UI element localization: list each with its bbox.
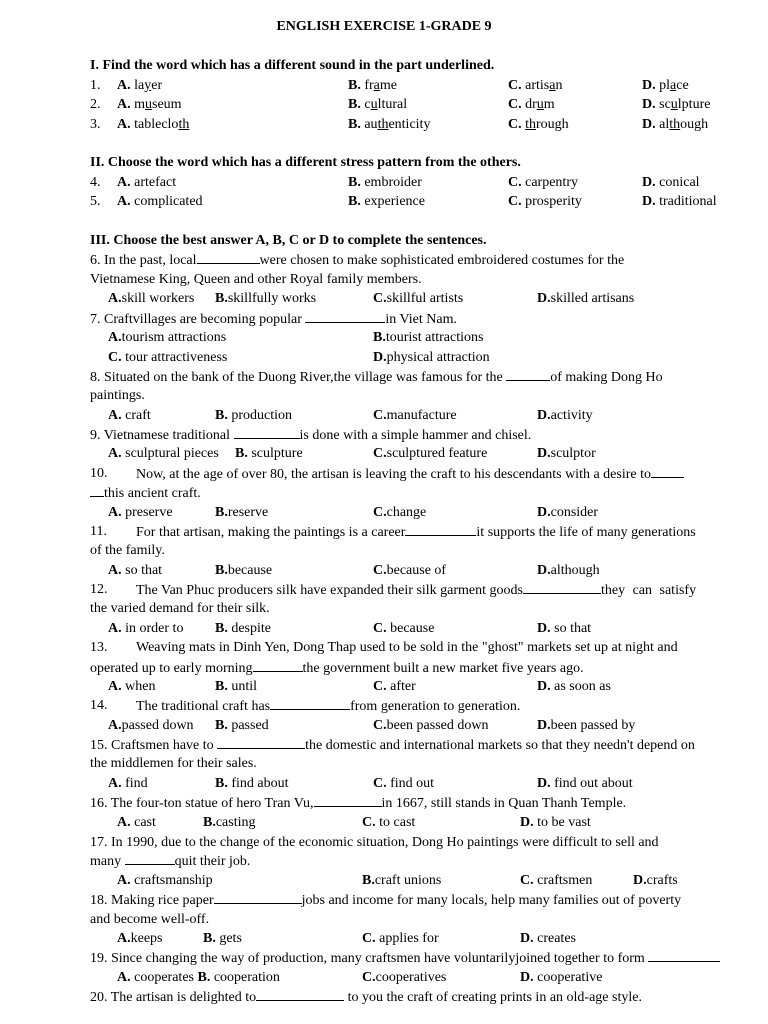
option-a: A. find — [108, 776, 148, 791]
question-number: 11. — [90, 524, 107, 539]
page-title: ENGLISH EXERCISE 1-GRADE 9 — [276, 19, 492, 34]
option-c: C. prosperity — [508, 194, 582, 209]
option-d: D.skilled artisans — [537, 291, 635, 306]
option-b: B. passed — [215, 718, 269, 733]
answer-blank — [253, 659, 303, 672]
option-c: C. because — [373, 621, 435, 636]
option-d: D. sculpture — [642, 97, 711, 112]
answer-blank — [256, 988, 344, 1001]
question-number: 13. — [90, 640, 108, 655]
option-a: A. in order to — [108, 621, 184, 636]
option-a: A. tablecloth — [117, 117, 190, 132]
question-11-line-2: of the family. — [90, 543, 165, 558]
option-d: D. creates — [520, 931, 576, 946]
answer-blank — [523, 581, 601, 594]
option-c: C. after — [373, 679, 416, 694]
question-18-line-1: 18. Making rice paper jobs and income for many locals, help many families out of poverty — [90, 893, 682, 908]
question-18-line-2: and become well-off. — [90, 912, 210, 927]
question-7: 7. Craftvillages are becoming popular in Viet Nam. — [90, 312, 457, 327]
question-8-line-2: paintings. — [90, 388, 145, 403]
option-b: B. authenticity — [348, 117, 431, 132]
section-2-heading: II. Choose the word which has a different stress pattern from the others. — [90, 155, 521, 170]
option-b: B.casting — [203, 815, 256, 830]
question-15-line-2: the middlemen for their sales. — [90, 756, 257, 771]
question-10-line-1: Now, at the age of over 80, the artisan is leaving the craft to his descendants with a desire to — [136, 465, 684, 484]
option-a: A.keeps — [117, 931, 163, 946]
answer-blank — [506, 368, 550, 381]
option-b: B.reserve — [215, 505, 269, 520]
question-8-line-1: 8. Situated on the bank of the Duong River,the village was famous for the of making Dong Ho — [90, 370, 663, 385]
option-c: C. through — [508, 117, 569, 132]
option-b: B.craft unions — [362, 873, 442, 888]
question-11-line-1: For that artisan, making the paintings is a career it supports the life of many generations — [136, 525, 696, 540]
option-d: D. find out about — [537, 776, 633, 791]
option-c: C.because of — [373, 563, 447, 578]
option-c: C. to cast — [362, 815, 416, 830]
question-6-line-1: 6. In the past, local were chosen to make sophisticated embroidered costumes for the — [90, 253, 625, 268]
question-number: 3. — [90, 117, 101, 132]
question-14: The traditional craft has from generation to generation. — [136, 699, 521, 714]
option-a: A. so that — [108, 563, 163, 578]
option-d: D.although — [537, 563, 600, 578]
question-13-line-1: Weaving mats in Dinh Yen, Dong Thap used to be sold in the "ghost" markets set up at night and — [136, 640, 678, 655]
option-b: B. find about — [215, 776, 289, 791]
option-b: B.skillfully works — [215, 291, 317, 306]
option-d: D.activity — [537, 408, 593, 423]
option-d: D. to be vast — [520, 815, 591, 830]
option-a: A. artefact — [117, 175, 177, 190]
option-d: D. so that — [537, 621, 592, 636]
option-c: C.skillful artists — [373, 291, 464, 306]
question-number: 14. — [90, 698, 108, 713]
question-19: 19. Since changing the way of production, many craftsmen have voluntarilyjoined together to form — [90, 949, 720, 968]
question-17-line-2: many quit their job. — [90, 854, 251, 869]
option-b: B. cultural — [348, 97, 408, 112]
answer-blank — [214, 891, 302, 904]
option-c: C.manufacture — [373, 408, 457, 423]
answer-blank — [305, 310, 385, 323]
question-16: 16. The four-ton statue of hero Tran Vu, in 1667, still stands in Quan Thanh Temple. — [90, 796, 627, 811]
option-d: D.crafts — [633, 873, 678, 888]
question-12-line-1: The Van Phuc producers silk have expanded their silk garment goods they can satisfy — [136, 583, 697, 598]
answer-blank — [217, 736, 305, 749]
option-d: D.sculptor — [537, 446, 596, 461]
option-d: D. traditional — [642, 194, 717, 209]
option-c: C. applies for — [362, 931, 439, 946]
option-c: C. craftsmen — [520, 873, 593, 888]
section-1-heading: I. Find the word which has a different sound in the part underlined. — [90, 58, 495, 73]
question-17-line-1: 17. In 1990, due to the change of the economic situation, Dong Ho paintings were difficult to sell and — [90, 835, 659, 850]
option-b: B.tourist attractions — [373, 330, 484, 345]
answer-blank — [270, 697, 350, 710]
option-b: B. frame — [348, 78, 397, 93]
option-d: D.been passed by — [537, 718, 636, 733]
answer-blank — [648, 949, 720, 962]
option-c: C. carpentry — [508, 175, 578, 190]
option-c: C.change — [373, 505, 427, 520]
answer-blank — [234, 426, 300, 439]
question-20: 20. The artisan is delighted to to you the craft of creating prints in an old-age style. — [90, 990, 642, 1005]
question-10-line-2: this ancient craft. — [90, 484, 201, 503]
option-d: D. place — [642, 78, 689, 93]
question-15-line-1: 15. Craftsmen have to the domestic and international markets so that they needn't depend on — [90, 738, 695, 753]
answer-blank — [197, 251, 260, 264]
option-d: D.physical attraction — [373, 350, 490, 365]
option-c: C. find out — [373, 776, 435, 791]
option-b: B.because — [215, 563, 273, 578]
option-b: B. experience — [348, 194, 425, 209]
answer-blank — [90, 484, 104, 497]
option-b: B. until — [215, 679, 258, 694]
option-d: D.consider — [537, 505, 599, 520]
question-number: 10. — [90, 466, 108, 481]
section-3-heading: III. Choose the best answer A, B, C or D to complete the sentences. — [90, 233, 487, 248]
answer-blank — [125, 852, 175, 865]
option-a: A. craftsmanship — [117, 873, 213, 888]
option-d: D. although — [642, 117, 709, 132]
option-b: B. despite — [215, 621, 271, 636]
question-6-line-2: Vietnamese King, Queen and other Royal family members. — [90, 272, 422, 287]
option-a: A. sculptural pieces — [108, 446, 219, 461]
option-a: A. complicated — [117, 194, 203, 209]
option-b: B. production — [215, 408, 292, 423]
option-a: A. museum — [117, 97, 182, 112]
option-a: A. preserve — [108, 505, 173, 520]
answer-blank — [651, 465, 684, 478]
question-number: 2. — [90, 97, 101, 112]
option-c: C. tour attractiveness — [108, 350, 228, 365]
option-a: A. layer — [117, 78, 163, 93]
answer-blank — [314, 794, 382, 807]
option-c: C.cooperatives — [362, 970, 447, 985]
option-a: A.skill workers — [108, 291, 195, 306]
option-a: A. craft — [108, 408, 151, 423]
option-a: A. cast — [117, 815, 156, 830]
option-a: A.tourism attractions — [108, 330, 227, 345]
option-d: D. conical — [642, 175, 700, 190]
option-c: C.been passed down — [373, 718, 489, 733]
option-c: C.sculptured feature — [373, 446, 488, 461]
question-13-line-2: operated up to early morning the government built a new market five years ago. — [90, 661, 584, 676]
option-d: D. as soon as — [537, 679, 611, 694]
option-a: A. cooperates B. cooperation — [117, 970, 280, 985]
option-b: B. embroider — [348, 175, 422, 190]
question-number: 4. — [90, 175, 101, 190]
option-b: B. sculpture — [235, 446, 303, 461]
option-c: C. artisan — [508, 78, 563, 93]
question-9: 9. Vietnamese traditional is done with a simple hammer and chisel. — [90, 428, 532, 443]
question-number: 1. — [90, 78, 101, 93]
option-b: B. gets — [203, 931, 242, 946]
question-number: 5. — [90, 194, 101, 209]
option-a: A. when — [108, 679, 156, 694]
option-a: A.passed down — [108, 718, 194, 733]
question-12-line-2: the varied demand for their silk. — [90, 601, 270, 616]
option-c: C. drum — [508, 97, 555, 112]
question-number: 12. — [90, 582, 108, 597]
answer-blank — [405, 523, 476, 536]
option-d: D. cooperative — [520, 970, 603, 985]
